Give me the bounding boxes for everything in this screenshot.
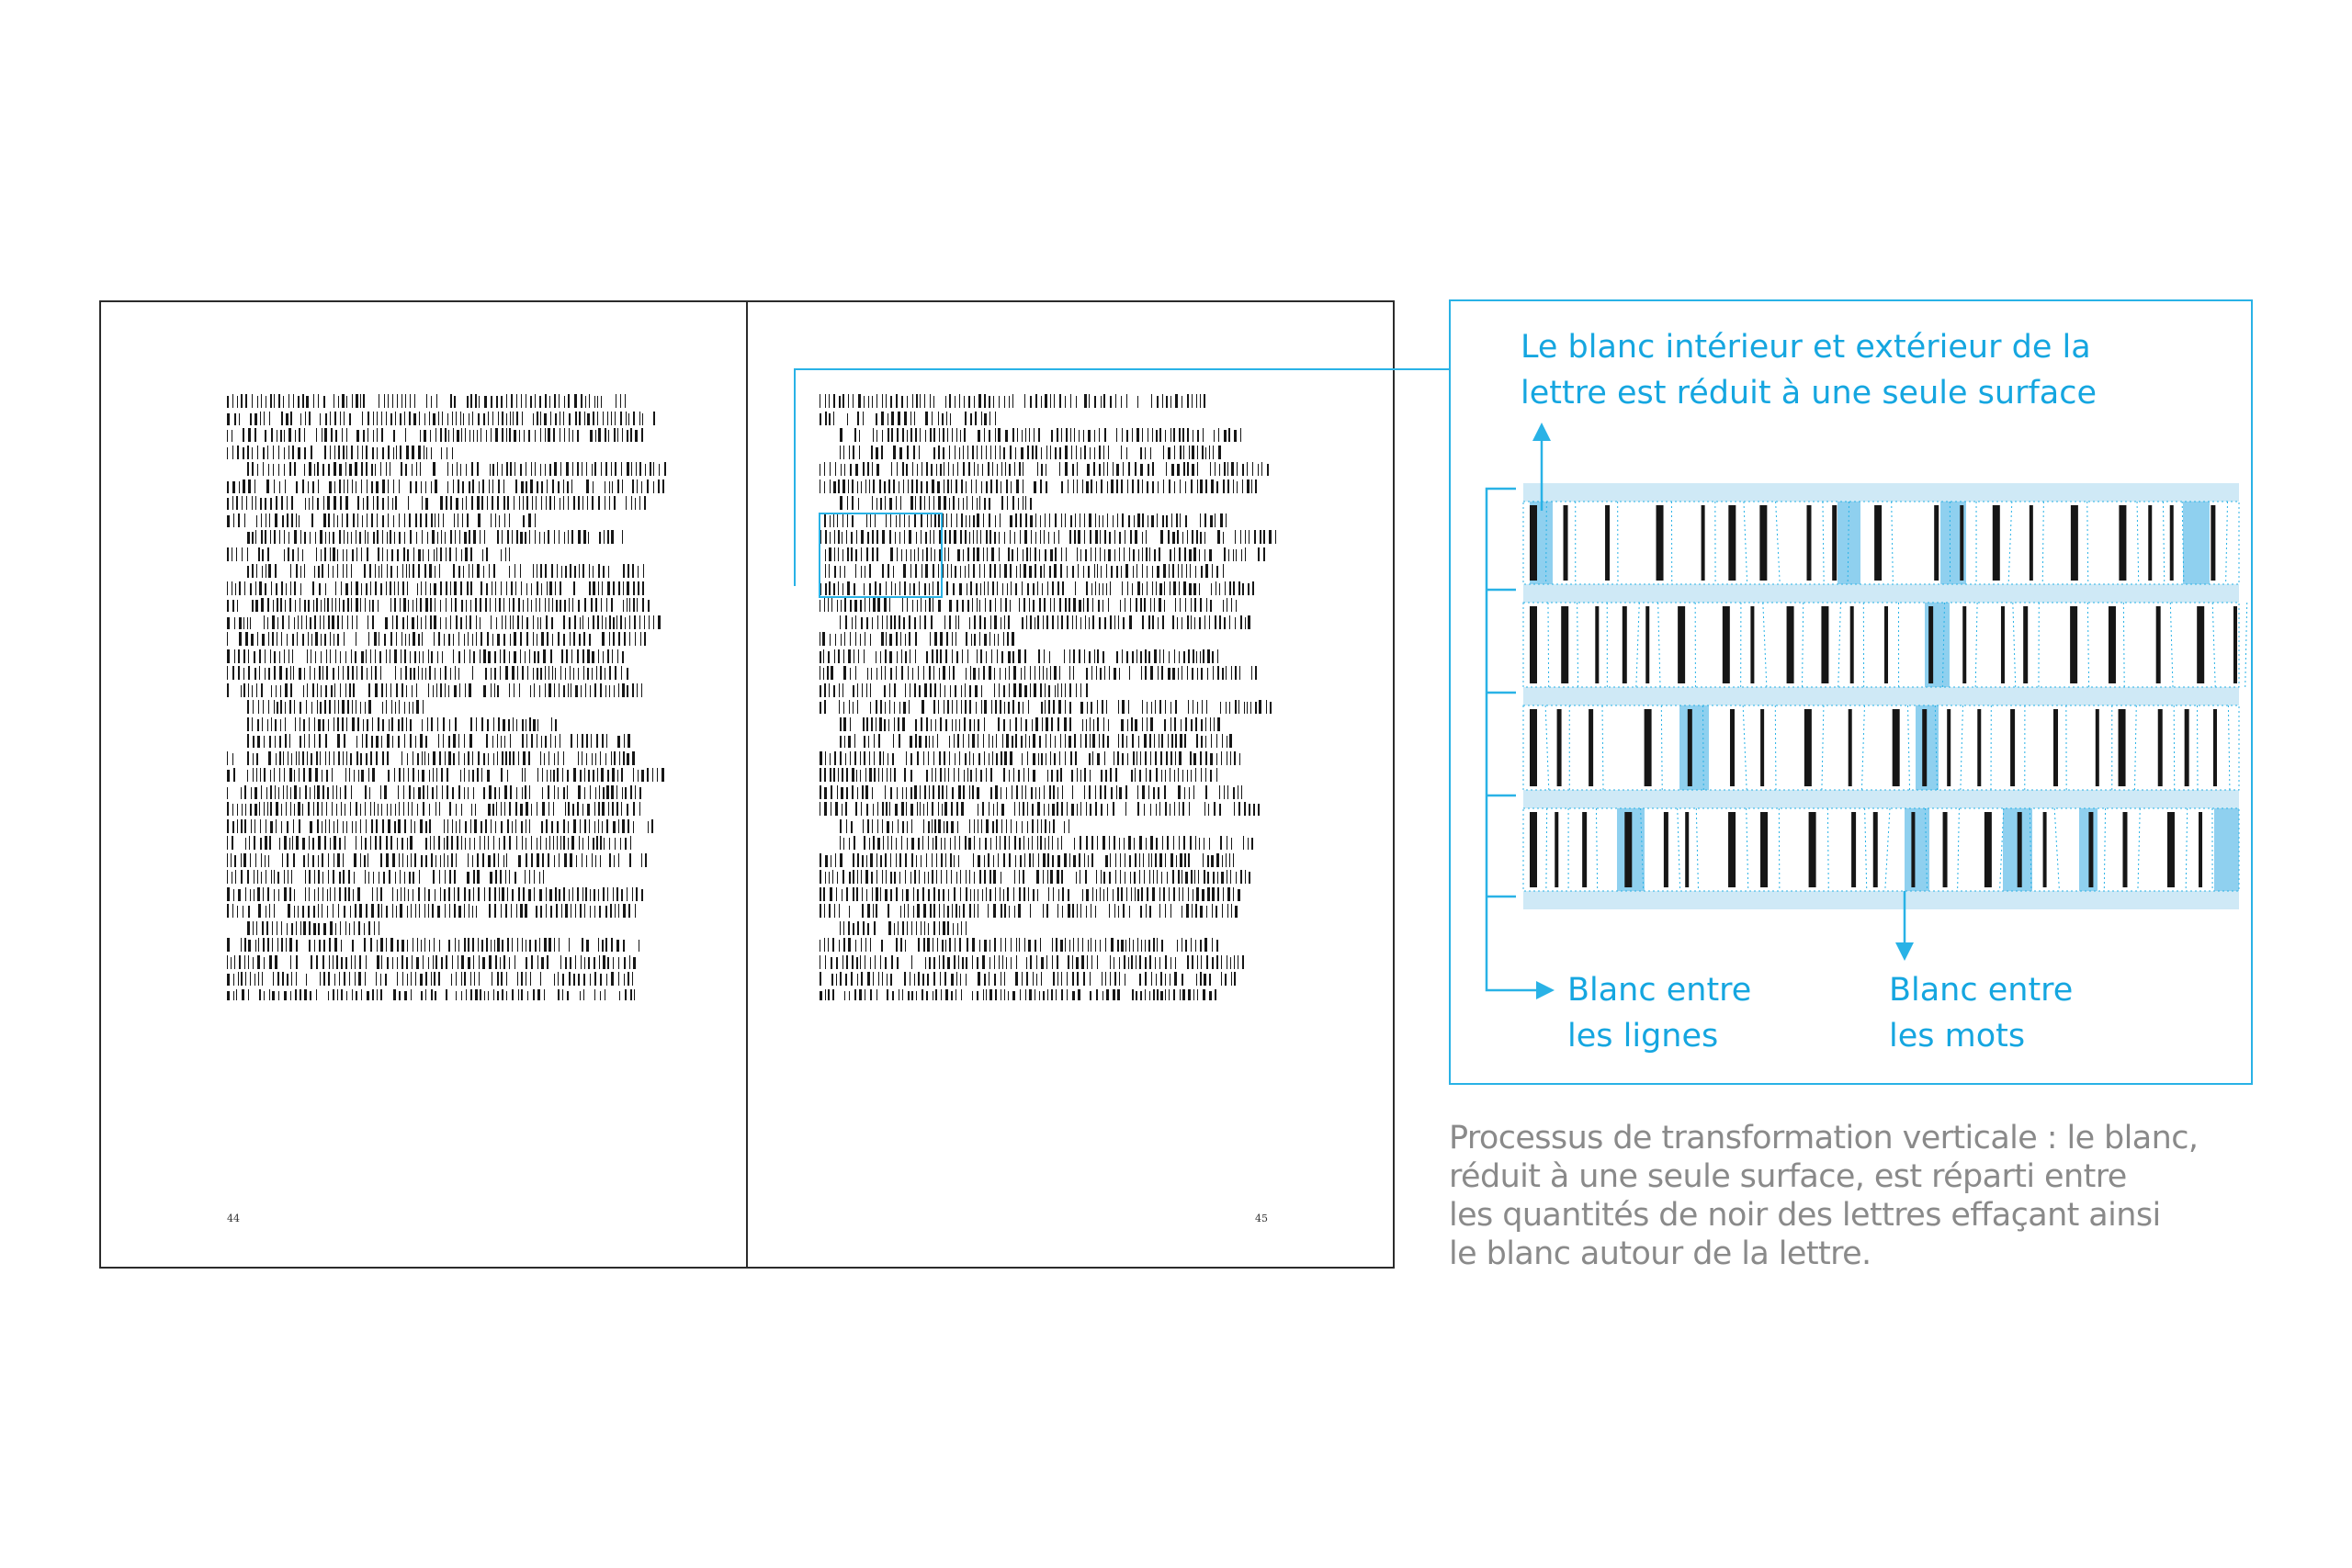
letter-boundary [1747, 808, 1748, 891]
letter-stroke [1750, 606, 1754, 683]
letter-boundary [1823, 502, 1824, 584]
word-space-cell [2214, 808, 2239, 891]
letter-stroke [1850, 606, 1854, 683]
letter-boundary [1861, 705, 1864, 790]
letter-stroke [2053, 709, 2058, 786]
word-space-cell [1925, 603, 1950, 687]
letter-stroke [2109, 606, 2116, 683]
letter-stroke [1849, 709, 1852, 786]
word-space-cell [1916, 705, 1939, 790]
letter-boundary [2104, 808, 2105, 891]
letter-boundary [1696, 808, 1698, 891]
letter-stroke [1874, 505, 1882, 581]
letter-boundary [2123, 603, 2124, 687]
zoom-connector [795, 369, 1449, 586]
top-label-line-2: lettre est réduit à une seule surface [1521, 375, 2098, 412]
letter-stroke [1884, 606, 1888, 683]
letter-stroke [1557, 709, 1562, 786]
letter-boundary [2008, 502, 2012, 584]
letter-stroke [1664, 812, 1668, 887]
letter-stroke [2070, 606, 2077, 683]
letter-stroke [1851, 812, 1856, 887]
caption-line: le blanc autour de la lettre. [1449, 1235, 1871, 1272]
line-space-label-line-2: les lignes [1567, 1018, 1719, 1055]
letter-boundary [1744, 502, 1747, 584]
letter-stroke [1759, 505, 1767, 581]
right-page-number: 45 [1255, 1213, 1268, 1224]
letter-stroke [2018, 812, 2022, 887]
letter-stroke [2158, 709, 2163, 786]
letter-stroke [2148, 505, 2152, 581]
letter-boundary [2087, 502, 2088, 584]
letter-boundary [1658, 603, 1660, 687]
letter-stroke [1645, 709, 1652, 786]
letter-boundary [1803, 603, 1804, 687]
letter-boundary [1885, 808, 1890, 891]
letter-boundary [1961, 705, 1963, 790]
letter-stroke [1657, 505, 1664, 581]
letter-stroke [1678, 606, 1685, 683]
top-arrow-head [1532, 423, 1551, 441]
letter-boundary [2087, 603, 2088, 687]
letter-boundary [2226, 502, 2228, 584]
letter-stroke [1723, 606, 1730, 683]
letter-stroke [2170, 505, 2174, 581]
top-label-line-1: Le blanc intérieur et extérieur de la [1521, 329, 2091, 366]
letter-boundary [1577, 603, 1578, 687]
line-space-band [1523, 687, 2239, 705]
letter-stroke [1623, 606, 1627, 683]
letter-boundary [2212, 603, 2215, 687]
letter-stroke [1928, 606, 1933, 683]
letter-stroke [1624, 812, 1632, 887]
letter-stroke [1688, 709, 1692, 786]
letter-boundary [1546, 808, 1547, 891]
letter-boundary [2245, 603, 2247, 687]
letter-stroke [2199, 812, 2202, 887]
letter-stroke [2010, 709, 2015, 786]
line-space-band [1523, 790, 2239, 808]
letter-stroke [1809, 812, 1816, 887]
letter-stroke [1787, 606, 1794, 683]
letter-stroke [1821, 606, 1828, 683]
letter-stroke [1760, 709, 1764, 786]
letter-stroke [1582, 812, 1587, 887]
word-space-cell [1905, 808, 1929, 891]
letter-boundary [2174, 705, 2175, 790]
letter-stroke [1934, 505, 1939, 581]
letter-boundary [1743, 705, 1747, 790]
letter-stroke [2197, 606, 2204, 683]
letter-boundary [1661, 705, 1662, 790]
letter-stroke [2119, 505, 2126, 581]
word-space-cell [1679, 705, 1709, 790]
letter-boundary [1545, 705, 1549, 790]
letter-stroke [1685, 812, 1689, 887]
letter-stroke [1530, 606, 1537, 683]
letter-stroke [1911, 812, 1915, 887]
left-page-number: 44 [227, 1213, 240, 1224]
letter-boundary [1548, 603, 1549, 687]
letter-stroke [2071, 505, 2078, 581]
letter-stroke [2001, 606, 2005, 683]
letter-boundary [1779, 808, 1780, 891]
word-space-label-line-2: les mots [1889, 1018, 2026, 1055]
letter-stroke [2213, 709, 2217, 786]
letter-stroke [1728, 505, 1736, 581]
letter-boundary [2042, 502, 2043, 584]
letter-boundary [1827, 808, 1828, 891]
letter-boundary [1822, 705, 1824, 790]
word-space-label-line-1: Blanc entre [1889, 972, 2074, 1009]
letter-boundary [2228, 705, 2230, 790]
letter-boundary [1958, 808, 1960, 891]
letter-stroke [1832, 505, 1837, 581]
letter-stroke [1993, 505, 2000, 581]
line-space-label-line-1: Blanc entre [1567, 972, 1752, 1009]
letter-boundary [2137, 502, 2139, 584]
letter-stroke [1530, 812, 1537, 887]
letter-boundary [2138, 808, 2140, 891]
letter-boundary [1865, 808, 1867, 891]
letter-stroke [2119, 709, 2126, 786]
letter-stroke [1977, 709, 1981, 786]
letter-stroke [1728, 812, 1736, 887]
letter-stroke [2156, 606, 2161, 683]
letter-stroke [1962, 606, 1966, 683]
letter-boundary [1678, 808, 1680, 891]
letter-stroke [1804, 709, 1812, 786]
letter-stroke [2233, 606, 2237, 683]
letter-stroke [1530, 709, 1537, 786]
word-arrow-head [1895, 942, 1914, 961]
line-space-band [1523, 891, 2239, 909]
letter-stroke [2185, 709, 2189, 786]
letter-stroke [1947, 709, 1951, 786]
letter-stroke [2211, 505, 2215, 581]
letter-boundary [1975, 603, 1977, 687]
word-space-cell [2079, 808, 2098, 891]
caption-line: Processus de transformation verticale : le blanc, [1449, 1120, 2199, 1156]
line-outline [1523, 603, 2239, 687]
letter-boundary [1908, 705, 1910, 790]
letter-stroke [1943, 812, 1948, 887]
letter-stroke [2023, 606, 2028, 683]
letter-boundary [2054, 808, 2059, 891]
line-space-band [1523, 584, 2239, 603]
letter-stroke [1555, 812, 1558, 887]
caption-line: les quantités de noir des lettres effaçant ainsi [1449, 1197, 2161, 1234]
letter-stroke [1922, 709, 1927, 786]
letter-boundary [2134, 705, 2136, 790]
letter-stroke [1530, 505, 1537, 581]
letter-stroke [1806, 505, 1811, 581]
letter-stroke [2167, 812, 2175, 887]
letter-stroke [1960, 505, 1963, 581]
letter-stroke [1595, 606, 1599, 683]
word-space-cell [1838, 502, 1860, 584]
letter-stroke [2030, 505, 2033, 581]
letter-boundary [1838, 603, 1841, 687]
letter-stroke [1564, 505, 1568, 581]
letter-stroke [1645, 606, 1649, 683]
word-space-cell [2183, 502, 2210, 584]
letter-stroke [1561, 606, 1568, 683]
figure-caption [1449, 1119, 2276, 1273]
letter-boundary [1763, 603, 1767, 687]
letter-stroke [1873, 812, 1878, 887]
letter-boundary [2013, 603, 2016, 687]
line-space-arrow-head [1536, 981, 1555, 999]
caption-line: réduit à une seule surface, est réparti entre [1449, 1158, 2127, 1195]
letter-boundary [1602, 705, 1603, 790]
letter-stroke [1984, 812, 1992, 887]
letter-boundary [1892, 502, 1894, 584]
letter-stroke [1730, 709, 1735, 786]
letter-stroke [2043, 812, 2047, 887]
letter-stroke [2088, 812, 2093, 887]
letter-boundary [2163, 502, 2164, 584]
letter-stroke [1589, 709, 1593, 786]
letter-boundary [2170, 603, 2173, 687]
letter-stroke [2122, 812, 2127, 887]
letter-stroke [1760, 812, 1768, 887]
line-space-band [1523, 483, 2239, 502]
letter-stroke [1605, 505, 1610, 581]
letter-boundary [1596, 808, 1597, 891]
letter-stroke [1893, 709, 1900, 786]
letter-stroke [1702, 505, 1705, 581]
letter-stroke [2096, 709, 2099, 786]
line-outline [1523, 705, 2239, 790]
letter-boundary [1775, 705, 1776, 790]
letter-boundary [2186, 808, 2188, 891]
letter-boundary [1636, 603, 1639, 687]
letter-boundary [1776, 502, 1781, 584]
